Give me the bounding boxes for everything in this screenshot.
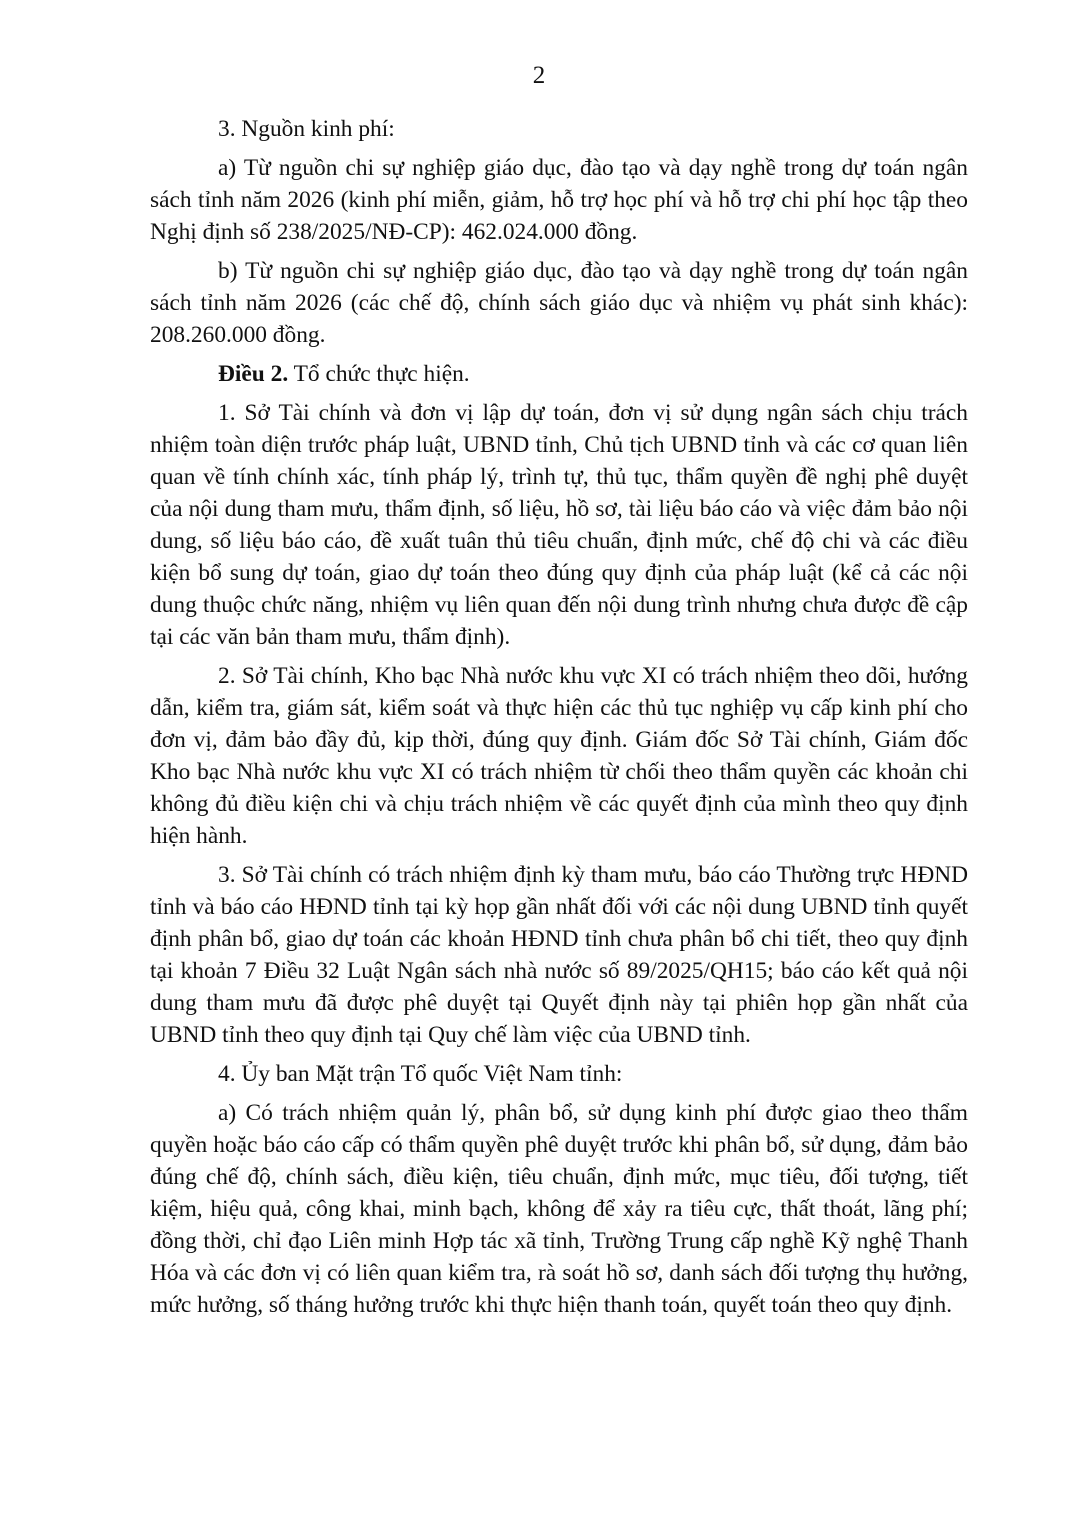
paragraph-funding-b: b) Từ nguồn chi sự nghiệp giáo dục, đào tạo và dạy nghề trong dự toán ngân sách tỉnh năm 2026 (các chế độ, chính sách giáo dục và nhiệm vụ phát sinh khác): 208.260.000 đồng. [150,258,968,348]
paragraph-funding-a: a) Từ nguồn chi sự nghiệp giáo dục, đào tạo và dạy nghề trong dự toán ngân sách tỉnh năm 2026 (kinh phí miễn, giảm, hỗ trợ học phí và hỗ trợ chi phí học tập theo Nghị định số 238/2025/NĐ-CP): 462.024.000 đồng. [150,155,968,245]
article-2-heading [150,358,968,390]
article-2-label: Điều 2. [218,361,289,387]
paragraph-article2-item3: 3. Sở Tài chính có trách nhiệm định kỳ tham mưu, báo cáo Thường trực HĐND tỉnh và báo cáo HĐND tỉnh tại kỳ họp gần nhất đối với các nội dung UBND tỉnh quyết định phân bổ, giao dự toán các khoản HĐND tỉnh chưa phân bổ chi tiết, theo quy định tại khoản 7 Điều 32 Luật Ngân sách nhà nước số 89/2025/QH15; báo cáo kết quả nội dung tham mưu đã được phê duyệt tại Quyết định này tại phiên họp gần nhất của UBND tỉnh theo quy định tại Quy chế làm việc của UBND tỉnh. [150,862,968,1048]
paragraph-article2-item2: 2. Sở Tài chính, Kho bạc Nhà nước khu vực XI có trách nhiệm theo dõi, hướng dẫn, kiểm tra, giám sát, kiểm soát và thực hiện các thủ tục nghiệp vụ cấp kinh phí cho đơn vị, đảm bảo đầy đủ, kịp thời, đúng quy định. Giám đốc Sở Tài chính, Giám đốc Kho bạc Nhà nước khu vực XI có trách nhiệm từ chối theo thẩm quyền các khoản chi không đủ điều kiện chi và chịu trách nhiệm về các quyết định của mình theo quy định hiện hành. [150,663,968,849]
section-heading-funding: 3. Nguồn kinh phí: [218,116,395,142]
document-body [150,113,968,1328]
paragraph-article2-item4-heading: 4. Ủy ban Mặt trận Tổ quốc Việt Nam tỉnh: [218,1061,623,1087]
paragraph-article2-item4a: a) Có trách nhiệm quản lý, phân bổ, sử dụng kinh phí được giao theo thẩm quyền hoặc báo cáo cấp có thẩm quyền phê duyệt trước khi phân bổ, sử dụng, đảm bảo đúng chế độ, chính sách, điều kiện, tiêu chuẩn, định mức, mục tiêu, đối tượng, tiết kiệm, hiệu quả, công khai, minh bạch, không để xảy ra tiêu cực, thất thoát, lãng phí; đồng thời, chỉ đạo Liên minh Hợp tác xã tỉnh, Trường Trung cấp nghề Kỹ nghệ Thanh Hóa và các đơn vị có liên quan kiểm tra, rà soát hồ sơ, danh sách đối tượng thụ hưởng, mức hưởng, số tháng hưởng trước khi thực hiện thanh toán, quyết toán theo quy định. [150,1100,968,1318]
paragraph-article2-item1: 1. Sở Tài chính và đơn vị lập dự toán, đơn vị sử dụng ngân sách chịu trách nhiệm toàn diện trước pháp luật, UBND tỉnh, Chủ tịch UBND tỉnh và các cơ quan liên quan về tính chính xác, tính pháp lý, trình tự, thủ tục, thẩm quyền đề nghị phê duyệt của nội dung tham mưu, thẩm định, số liệu, hồ sơ, tài liệu báo cáo và việc đảm bảo nội dung, số liệu báo cáo, đề xuất tuân thủ tiêu chuẩn, định mức, chế độ chi và các điều kiện bổ sung dự toán, giao dự toán theo đúng quy định của pháp luật (kể cả các nội dung thuộc chức năng, nhiệm vụ liên quan đến nội dung trình nhưng chưa được đề cập tại các văn bản tham mưu, thẩm định). [150,400,968,650]
page-number: 2 [532,62,546,89]
article-2-title: Tổ chức thực hiện. [288,361,470,387]
